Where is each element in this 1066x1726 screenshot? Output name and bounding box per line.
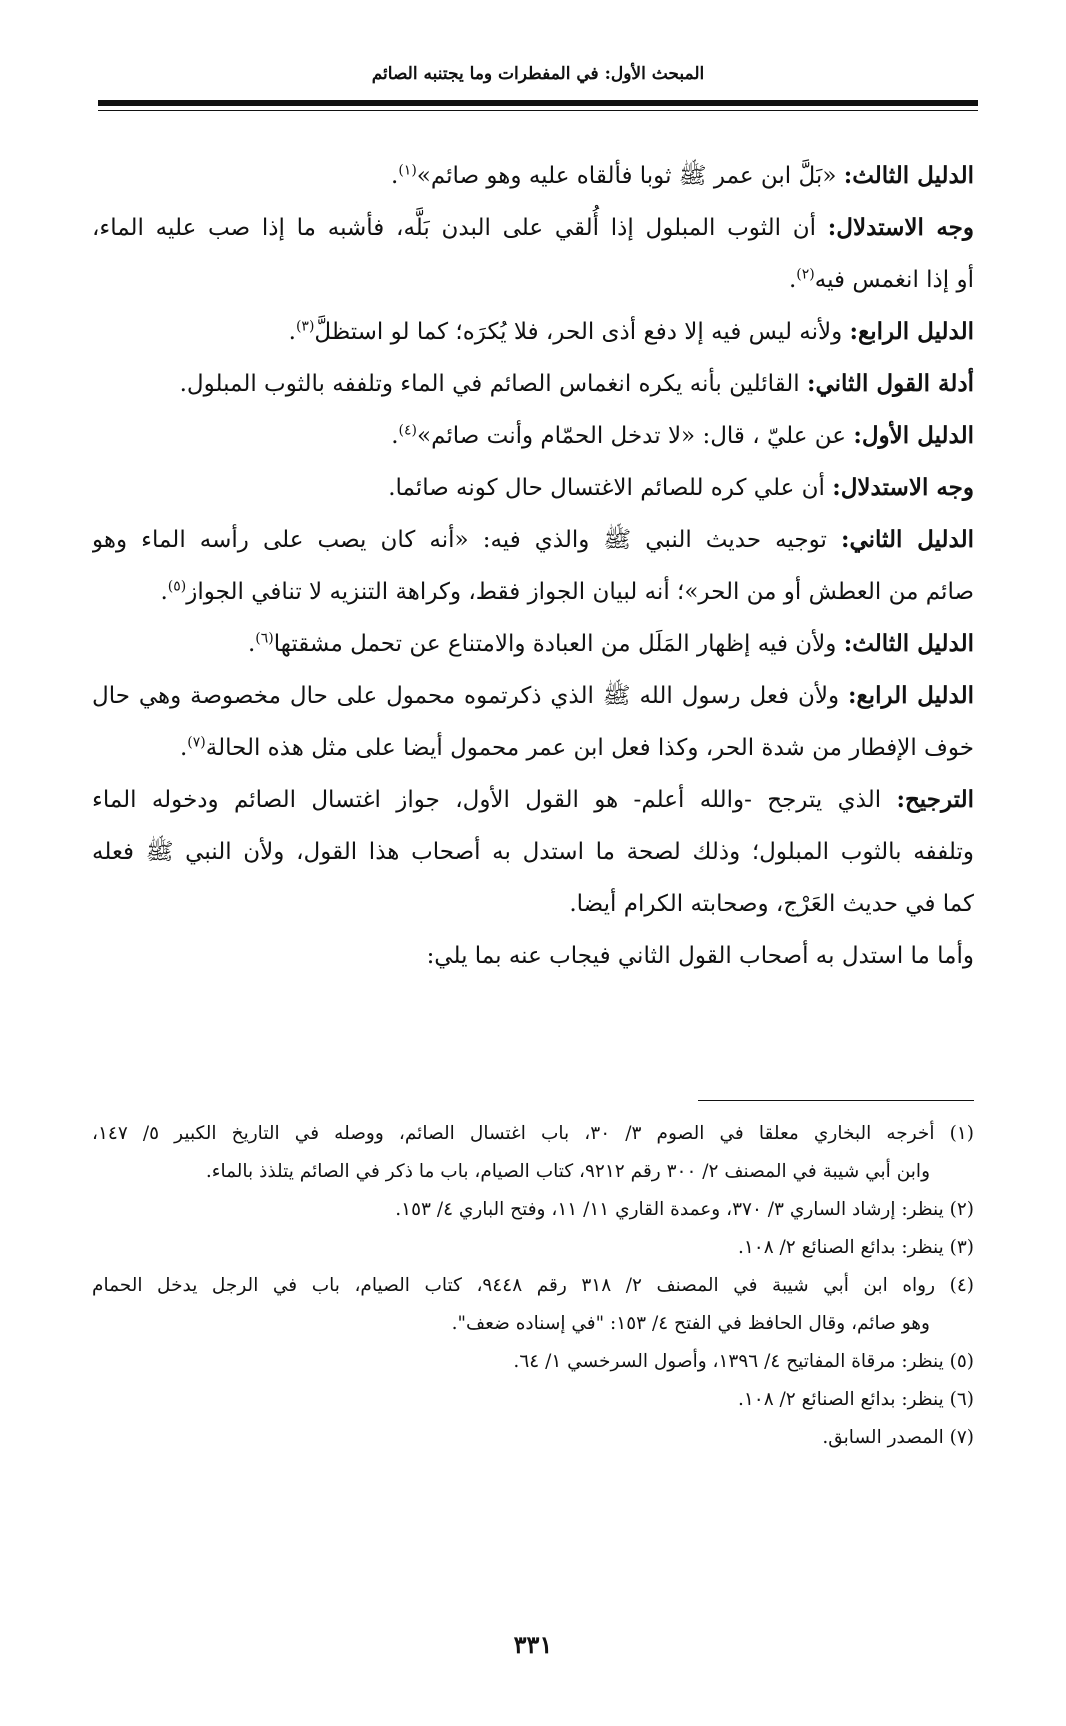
footnote-ref: (٥) bbox=[167, 578, 187, 595]
line-text: ولأن فيه إظهار المَلَل من العبادة والامتناع عن تحمل مشقتها bbox=[273, 631, 844, 657]
body-line bbox=[92, 826, 974, 878]
footnotes bbox=[92, 1115, 974, 1457]
body-line bbox=[92, 670, 974, 722]
running-header: المبحث الأول: في المفطرات وما يجتنبه الصائم bbox=[371, 64, 705, 84]
line-text: خوف الإفطار من شدة الحر، وكذا فعل ابن عمر محمول أيضا على مثل هذه الحالة bbox=[205, 735, 974, 761]
line-text: القائلين بأنه يكره انغماس الصائم في الماء وتلففه بالثوب المبلول. bbox=[179, 371, 807, 397]
line-text: كما في حديث العَرْج، وصحابته الكرام أيضا. bbox=[569, 891, 974, 917]
body-line bbox=[92, 878, 974, 930]
line-text: توجيه حديث النبي ﷺ والذي فيه: «أنه كان يصب على رأسه الماء وهو bbox=[92, 527, 841, 553]
line-text: عن عليّ ، قال: «لا تدخل الحمّام وأنت صائم» bbox=[417, 423, 854, 449]
body-text bbox=[92, 150, 974, 982]
body-line: الدليل الرابع: ولأنه ليس فيه إلا دفع أذى الحر، فلا يُكرَه؛ كما لو استظلَّ$^{(٣)}$. bbox=[288, 318, 974, 345]
footnote-continuation: وابن أبي شيبة في المصنف ٢/ ٣٠٠ رقم ٩٢١٢، كتاب الصيام، باب ما ذكر في الصائم يتلذذ بالماء. bbox=[205, 1161, 930, 1182]
line-text: صائم من العطش أو من الحر»؛ أنه لبيان الجواز فقط، وكراهة التنزيه لا تنافي الجواز bbox=[186, 579, 974, 605]
footnote-ref: (٦) bbox=[255, 630, 274, 647]
body-line: صائم من العطش أو من الحر»؛ أنه لبيان الجواز فقط، وكراهة التنزيه لا تنافي الجواز$^{(٥)}$. bbox=[160, 578, 974, 605]
body-line bbox=[92, 930, 974, 982]
line-label: وجه الاستدلال: bbox=[827, 214, 974, 241]
footnote-separator bbox=[698, 1100, 974, 1101]
body-line bbox=[92, 462, 974, 514]
body-line bbox=[92, 774, 974, 826]
line-text: أن علي كره للصائم الاغتسال حال كونه صائما. bbox=[388, 475, 833, 501]
header-rule-thin bbox=[98, 110, 978, 111]
footnote-ref: (٤) bbox=[398, 422, 417, 439]
line-label: أدلة القول الثاني: bbox=[806, 370, 974, 397]
line-text: ولأن فعل رسول الله ﷺ الذي ذكرتموه محمول على حال مخصوصة وهي حال bbox=[92, 683, 848, 709]
line-text: «بَلَّ ابن عمر ﷺ ثوبا فألقاه عليه وهو صائم» bbox=[416, 163, 844, 189]
footnote: (٣) ينظر: بدائع الصنائع ٢/ ١٠٨. bbox=[737, 1237, 974, 1258]
footnote-ref: (٢) bbox=[796, 266, 815, 283]
body-line: خوف الإفطار من شدة الحر، وكذا فعل ابن عمر محمول أيضا على مثل هذه الحالة$^{(٧)}$. bbox=[179, 734, 974, 761]
line-label: الدليل الثاني: bbox=[840, 526, 974, 553]
body-line: الدليل الثالث: «بَلَّ ابن عمر ﷺ ثوبا فألقاه عليه وهو صائم»$^{(١)}$. bbox=[391, 162, 974, 189]
page-number: ٣٣١ bbox=[513, 1630, 553, 1659]
body-line bbox=[92, 202, 974, 254]
line-text: أن الثوب المبلول إذا أُلقي على البدن بَلَّه، فأشبه ما إذا صب عليه الماء، bbox=[92, 215, 828, 241]
footnote: (٤) رواه ابن أبي شيبة في المصنف ٢/ ٣١٨ رقم ٩٤٤٨، كتاب الصيام، باب في الرجل يدخل الحمام bbox=[92, 1275, 974, 1296]
footnote: (٧) المصدر السابق. bbox=[822, 1427, 974, 1448]
footnote: (١) أخرجه البخاري معلقا في الصوم ٣/ ٣٠، باب اغتسال الصائم، ووصله في التاريخ الكبير ٥/ ١٤٧، bbox=[92, 1123, 974, 1144]
body-line: أو إذا انغمس فيه$^{(٢)}$. bbox=[788, 266, 974, 293]
footnote: (٦) ينظر: بدائع الصنائع ٢/ ١٠٨. bbox=[737, 1389, 974, 1410]
footnote-ref: (٧) bbox=[187, 734, 206, 751]
header-rule-thick bbox=[98, 100, 978, 106]
line-text: وتلففه بالثوب المبلول؛ وذلك لصحة ما استدل به أصحاب هذا القول، ولأن النبي ﷺ فعله bbox=[92, 839, 974, 865]
line-label: وجه الاستدلال: bbox=[832, 474, 974, 501]
line-label: الدليل الأول: bbox=[853, 422, 974, 449]
line-text: وأما ما استدل به أصحاب القول الثاني فيجاب عنه بما يلي: bbox=[426, 943, 974, 969]
body-line bbox=[92, 358, 974, 410]
line-text: أو إذا انغمس فيه bbox=[814, 267, 974, 293]
line-text: الذي يترجح -والله أعلم- هو القول الأول، جواز اغتسال الصائم ودخوله الماء bbox=[92, 787, 897, 813]
footnote-ref: (٣) bbox=[295, 318, 315, 335]
footnote-ref: (١) bbox=[398, 162, 417, 179]
body-line bbox=[92, 514, 974, 566]
line-label: الدليل الثالث: bbox=[843, 630, 974, 657]
body-line: الدليل الثالث: ولأن فيه إظهار المَلَل من العبادة والامتناع عن تحمل مشقتها$^{(٦)}$. bbox=[247, 630, 974, 657]
footnote: (٥) ينظر: مرقاة المفاتيح ٤/ ١٣٩٦، وأصول السرخسي ١/ ٦٤. bbox=[513, 1351, 974, 1372]
footnote: (٢) ينظر: إرشاد الساري ٣/ ٣٧٠، وعمدة القاري ١١/ ١١، وفتح الباري ٤/ ١٥٣. bbox=[395, 1199, 974, 1220]
line-label: الدليل الرابع: bbox=[847, 682, 974, 709]
line-label: الدليل الرابع: bbox=[849, 318, 974, 345]
line-text: ولأنه ليس فيه إلا دفع أذى الحر، فلا يُكرَه؛ كما لو استظلَّ bbox=[314, 319, 850, 345]
line-label: الدليل الثالث: bbox=[843, 162, 974, 189]
line-label: الترجيح: bbox=[896, 786, 974, 813]
footnote-continuation: وهو صائم، وقال الحافظ في الفتح ٤/ ١٥٣: "في إسناده ضعف". bbox=[451, 1313, 930, 1334]
body-line: الدليل الأول: عن عليّ ، قال: «لا تدخل الحمّام وأنت صائم»$^{(٤)}$. bbox=[391, 422, 974, 449]
